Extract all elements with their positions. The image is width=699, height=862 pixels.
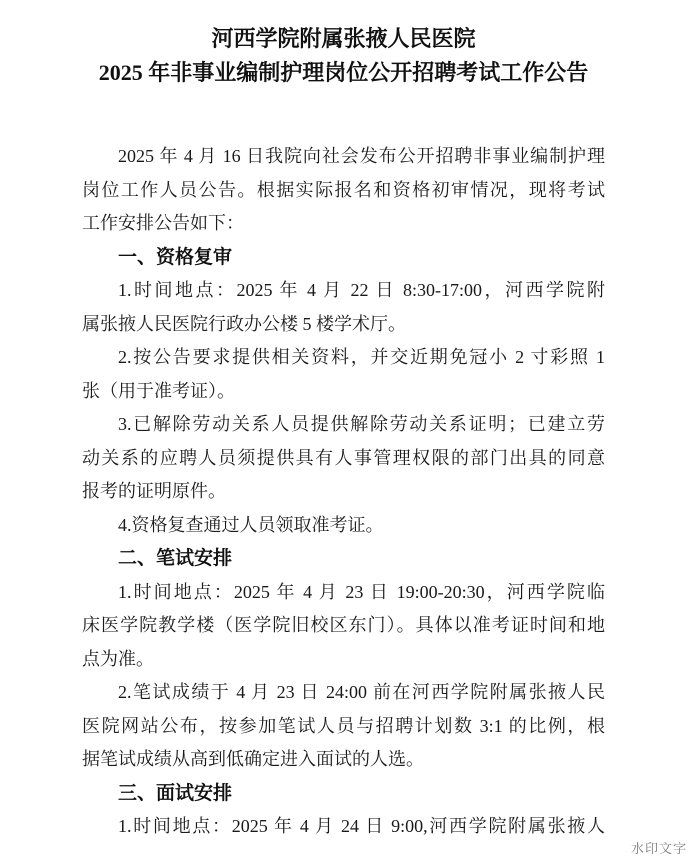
paragraph-line: 岗位工作人员公告。根据实际报名和资格初审情况，现将考试 — [82, 179, 605, 200]
paragraph — [82, 676, 605, 777]
section-heading: 二、笔试安排 — [118, 548, 233, 569]
paragraph — [82, 274, 605, 341]
paragraph-line: 2.笔试成绩于 4 月 23 日 24:00 前在河西学院附属张掖人民 — [118, 682, 605, 702]
document-body — [82, 140, 605, 844]
paragraph-line: 2025 年 4 月 16 日我院向社会发布公开招聘非事业编制护理 — [118, 146, 605, 166]
paragraph-line: 医院网站公布，按参加笔试人员与招聘计划数 3:1 的比例，根 — [82, 715, 605, 736]
paragraph-line: 点为准。 — [82, 648, 154, 669]
paragraph-line: 张（用于准考证）。 — [82, 380, 235, 401]
paragraph — [82, 140, 605, 241]
paragraph-line: 1.时间地点：2025 年 4 月 24 日 9:00,河西学院附属张掖人 — [118, 816, 605, 836]
paragraph — [82, 341, 605, 408]
paragraph-line: 床医学院教学楼（医学院旧校区东门）。具体以准考证时间和地 — [82, 615, 605, 635]
paragraph-line: 工作安排公告如下： — [82, 213, 244, 233]
paragraph-line: 1.时间地点：2025 年 4 月 23 日 19:00-20:30，河西学院临 — [118, 581, 605, 602]
document-content — [82, 0, 605, 844]
paragraph — [82, 576, 605, 677]
paragraph-line: 4.资格复查通过人员领取准考证。 — [118, 514, 384, 535]
paragraph-line: 2.按公告要求提供相关资料，并交近期免冠小 2 寸彩照 1 — [118, 347, 605, 367]
paragraph-line: 动关系的应聘人员须提供具有人事管理权限的部门出具的同意 — [82, 447, 605, 468]
paragraph-line: 3.已解除劳动关系人员提供解除劳动关系证明；已建立劳 — [118, 414, 605, 434]
document-title — [82, 0, 605, 90]
title-line-1: 河西学院附属张掖人民医院 — [211, 26, 476, 51]
title-line-2: 2025 年非事业编制护理岗位公开招聘考试工作公告 — [98, 60, 589, 85]
paragraph-line: 报考的证明原件。 — [82, 481, 226, 501]
paragraph — [82, 810, 605, 844]
section-heading: 三、面试安排 — [118, 782, 233, 804]
paragraph-line: 据笔试成绩从高到低确定进入面试的人选。 — [82, 749, 424, 769]
paragraph — [82, 509, 605, 543]
watermark-label: 水印文字 — [630, 841, 687, 856]
paragraph-line: 1.时间地点：2025 年 4 月 22 日 8:30-17:00，河西学院附 — [118, 280, 605, 300]
section-heading: 一、资格复审 — [118, 246, 233, 268]
paragraph-line: 属张掖人民医院行政办公楼 5 楼学术厅。 — [82, 313, 406, 334]
paragraph — [82, 408, 605, 509]
